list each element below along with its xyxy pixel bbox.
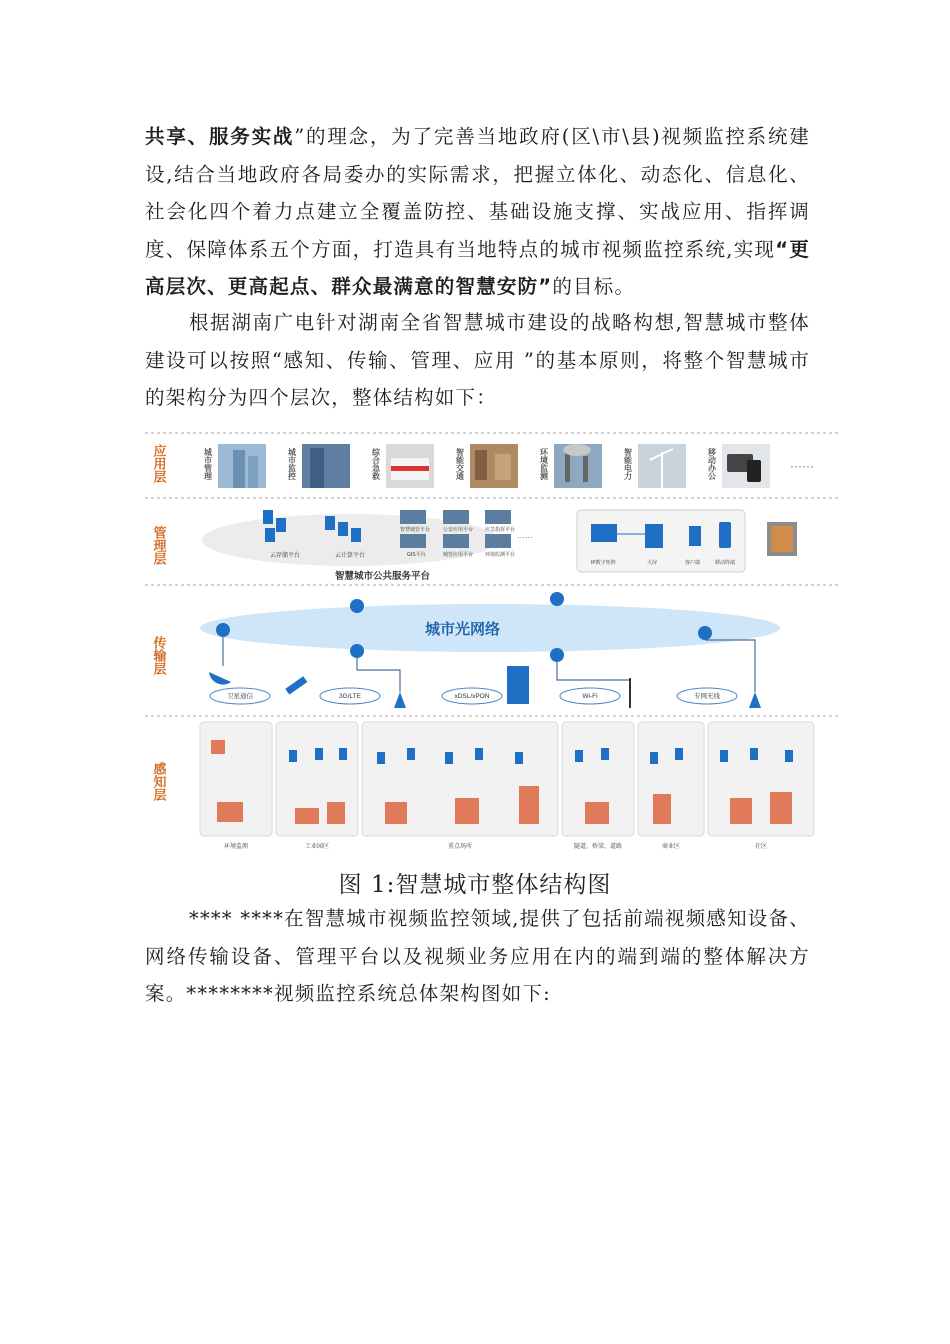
layer-label-mgmt: 管理层 bbox=[151, 526, 167, 565]
svg-text:综合急救: 综合急救 bbox=[371, 448, 381, 480]
svg-text:环境监测平台: 环境监测平台 bbox=[485, 552, 516, 558]
svg-text:IP数字矩阵: IP数字矩阵 bbox=[591, 560, 616, 566]
sense-layer bbox=[200, 722, 814, 850]
app-mobile-office bbox=[707, 444, 771, 488]
sense-area-community: 社区 bbox=[754, 844, 768, 850]
app-emergency bbox=[371, 444, 435, 488]
transport-xdsl: xDSL/xPON bbox=[454, 693, 490, 700]
intro-paragraph bbox=[145, 118, 810, 306]
network-title: 城市光网络 bbox=[425, 621, 501, 638]
architecture-figure bbox=[145, 430, 840, 852]
svg-text:云计算平台: 云计算平台 bbox=[335, 553, 366, 559]
transport-private: 专网无线 bbox=[694, 693, 720, 700]
intro-bold-1: 共享、服务实战 bbox=[145, 125, 295, 148]
svg-text:大屏: 大屏 bbox=[647, 560, 658, 566]
sense-area-key-sites: 重点场所 bbox=[447, 844, 473, 850]
mgmt-layer bbox=[202, 510, 797, 582]
paragraph-2: 根据湖南广电针对湖南全省智慧城市建设的战略构想,智慧城市整体建设可以按照“感知、传输、管理、应用 ”的基本原则，将整个智慧城市的架构分为四个层次，整体结构如下： bbox=[145, 311, 810, 409]
layer-label-app: 应用层 bbox=[151, 444, 167, 483]
svg-text:城市管理: 城市管理 bbox=[203, 448, 213, 480]
svg-text:智能交通: 智能交通 bbox=[455, 448, 465, 480]
transport-layer bbox=[200, 592, 780, 708]
svg-text:智慧城管平台: 智慧城管平台 bbox=[400, 527, 431, 533]
svg-text:环境监测: 环境监测 bbox=[539, 448, 549, 480]
para3-text-2: ********视频监控系统总体架构图如下: bbox=[186, 982, 551, 1005]
svg-text:城管应用平台: 城管应用平台 bbox=[443, 552, 474, 558]
sense-area-commercial: 商业区 bbox=[661, 844, 681, 850]
svg-text:移动终端: 移动终端 bbox=[715, 560, 736, 566]
svg-text:云存储平台: 云存储平台 bbox=[270, 553, 301, 559]
sense-area-environment: 环境监测 bbox=[223, 844, 249, 850]
satellite-icon bbox=[285, 676, 307, 694]
app-city-monitor bbox=[287, 444, 351, 488]
svg-text:公安应用平台: 公安应用平台 bbox=[443, 527, 474, 533]
server-icon bbox=[507, 666, 529, 704]
svg-text:移动办公: 移动办公 bbox=[707, 448, 717, 480]
satellite-dish-icon bbox=[209, 672, 231, 685]
app-power bbox=[624, 444, 687, 488]
svg-text:城市监控: 城市监控 bbox=[287, 448, 297, 480]
svg-text:GIS平台: GIS平台 bbox=[407, 552, 426, 558]
intro-text-1: ”的理念，为了完善当地政府(区\市\县)视频监控系统建设,结合当地政府各局委办的实际需求，把握立体化、动态化、信息化、社会化四个着力点建立全覆盖防控、基础设施支撑、实战应用、指挥调度、保障体系五个方面，打造具有当地特点的城市视频监控系统,实现 bbox=[145, 125, 810, 261]
paragraph-3 bbox=[145, 900, 810, 1013]
transport-wifi: Wi-Fi bbox=[582, 693, 598, 700]
layer-label-transport: 传输层 bbox=[151, 636, 167, 675]
app-layer bbox=[203, 444, 814, 488]
mgmt-devices bbox=[577, 510, 797, 572]
app-environment bbox=[539, 444, 603, 488]
layer-label-sense: 感知层 bbox=[151, 762, 167, 801]
svg-text:应急指挥平台: 应急指挥平台 bbox=[485, 527, 516, 533]
sense-area-industrial: 工业园区 bbox=[304, 844, 330, 850]
app-traffic bbox=[456, 444, 519, 488]
svg-text:智能电力: 智能电力 bbox=[623, 448, 633, 480]
svg-text:······: ······ bbox=[517, 533, 533, 542]
svg-text:客户端: 客户端 bbox=[685, 560, 701, 566]
intro-bold-2: “更高层次、更高起点、群众最满意的智慧安防” bbox=[145, 237, 810, 298]
app-more: ······ bbox=[790, 459, 814, 473]
transport-satellite: 卫星通信 bbox=[227, 693, 253, 700]
para3-text-1: **** ****在智慧城市视频监控领域,提供了包括前端视频感知设备、网络传输设备、管理平台以及视频业务应用在内的端到端的整体解决方案。 bbox=[145, 907, 810, 1005]
platform-title: 智慧城市公共服务平台 bbox=[335, 571, 431, 582]
antenna-icon bbox=[394, 692, 406, 708]
app-city-mgmt bbox=[203, 444, 267, 488]
sense-area-roads: 隧道、桥梁、道路 bbox=[573, 844, 623, 850]
radio-tower-icon bbox=[749, 692, 761, 708]
figure-caption: 图 1:智慧城市整体结构图 bbox=[338, 872, 612, 898]
intro-text-2: 的目标。 bbox=[552, 275, 636, 298]
transport-3g: 3G/LTE bbox=[339, 693, 361, 700]
